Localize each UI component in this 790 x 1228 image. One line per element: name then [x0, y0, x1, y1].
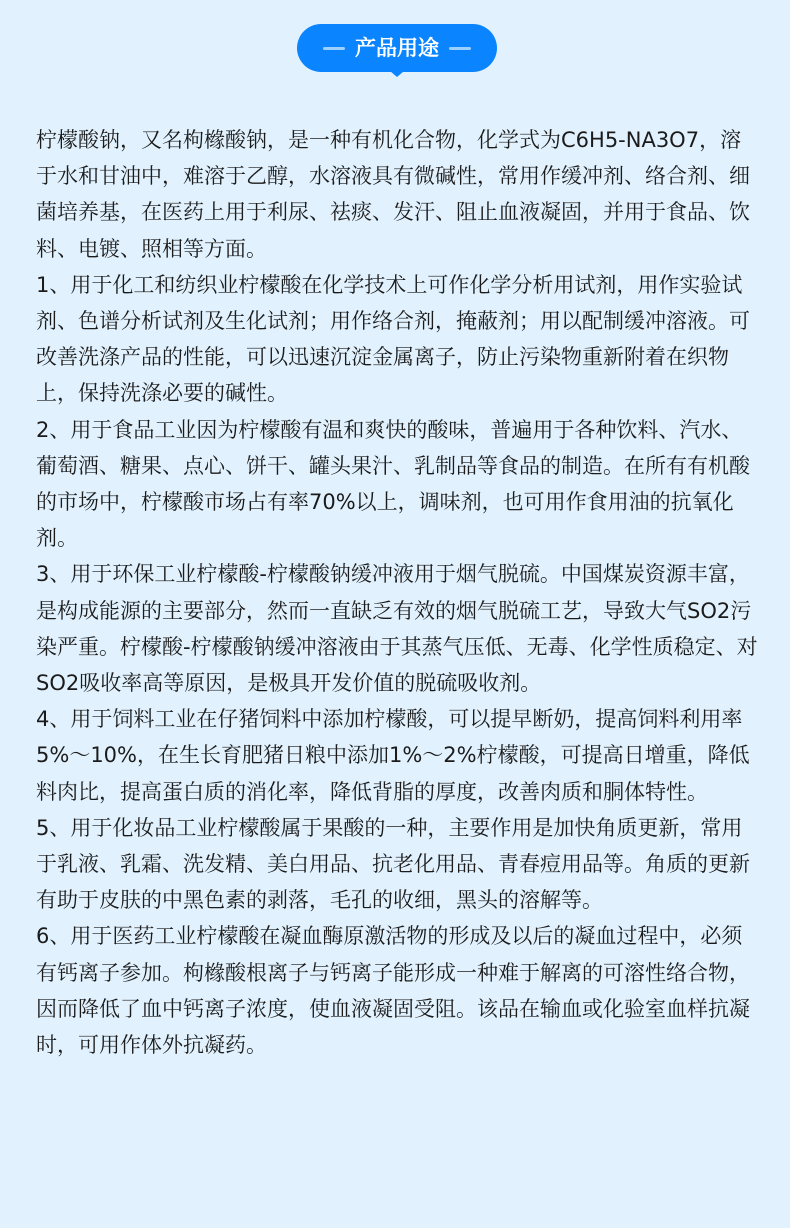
- usage-paragraph-cosmetics: 5、用于化妆品工业柠檬酸属于果酸的一种，主要作用是加快角质更新，常用于乳液、乳霜、洗发精、美白用品、抗老化用品、青春痘用品等。角质的更新有助于皮肤的中黑色素的剥落，毛孔的收细，黑头的溶解等。: [36, 815, 750, 913]
- usage-paragraph-food: 2、用于食品工业因为柠檬酸有温和爽快的酸味，普遍用于各种饮料、汽水、葡萄酒、糖果、点心、饼干、罐头果汁、乳制品等食品的制造。在所有有机酸的市场中，柠檬酸市场占有率70%以上，调味剂，也可用作食用油的抗氧化剂。: [36, 417, 750, 551]
- usage-paragraph-environmental: 3、用于环保工业柠檬酸-柠檬酸钠缓冲液用于烟气脱硫。中国煤炭资源丰富，是构成能源的主要部分，然而一直缺乏有效的烟气脱硫工艺，导致大气SO2污染严重。柠檬酸-柠檬酸钠缓冲溶液由于其蒸气压低、无毒、化学性质稳定、对SO2吸收率高等原因，是极具开发价值的脱硫吸收剂。: [36, 562, 758, 696]
- section-title: 产品用途: [355, 36, 439, 60]
- intro-paragraph: 柠檬酸钠，又名枸橼酸钠，是一种有机化合物，化学式为C6H5-NA3O7，溶于水和甘油中，难溶于乙醇，水溶液具有微碱性，常用作缓冲剂、络合剂、细菌培养基，在医药上用于利尿、祛痰、发汗、阻止血液凝固，并用于食品、饮料、电镀、照相等方面。: [36, 128, 750, 261]
- usage-paragraph-medical: 6、用于医药工业柠檬酸在凝血酶原激活物的形成及以后的凝血过程中，必须有钙离子参加。枸橼酸根离子与钙离子能形成一种难于解离的可溶性络合物，因而降低了血中钙离子浓度，使血液凝固受阻。该品在输血或化验室血样抗凝时，可用作体外抗凝药。: [36, 924, 750, 1058]
- dash-right-decoration: [449, 47, 471, 50]
- usage-paragraph-chemical-textile: 1、用于化工和纺织业柠檬酸在化学技术上可作化学分析用试剂，用作实验试剂、色谱分析试剂及生化试剂；用作络合剂，掩蔽剂；用以配制缓冲溶液。可改善洗涤产品的性能，可以迅速沉淀金属离子，防止污染物重新附着在织物上，保持洗涤必要的碱性。: [36, 272, 750, 406]
- section-title-badge: [297, 24, 497, 72]
- product-usage-content: [36, 122, 760, 1063]
- usage-paragraph-feed: 4、用于饲料工业在仔猪饲料中添加柠檬酸，可以提早断奶，提高饲料利用率5%～10%，在生长育肥猪日粮中添加1%～2%柠檬酸，可提高日增重，降低料肉比，提高蛋白质的消化率，降低背脂的厚度，改善肉质和胴体特性。: [36, 707, 750, 804]
- section-header: [0, 0, 790, 90]
- dash-left-decoration: [323, 47, 345, 50]
